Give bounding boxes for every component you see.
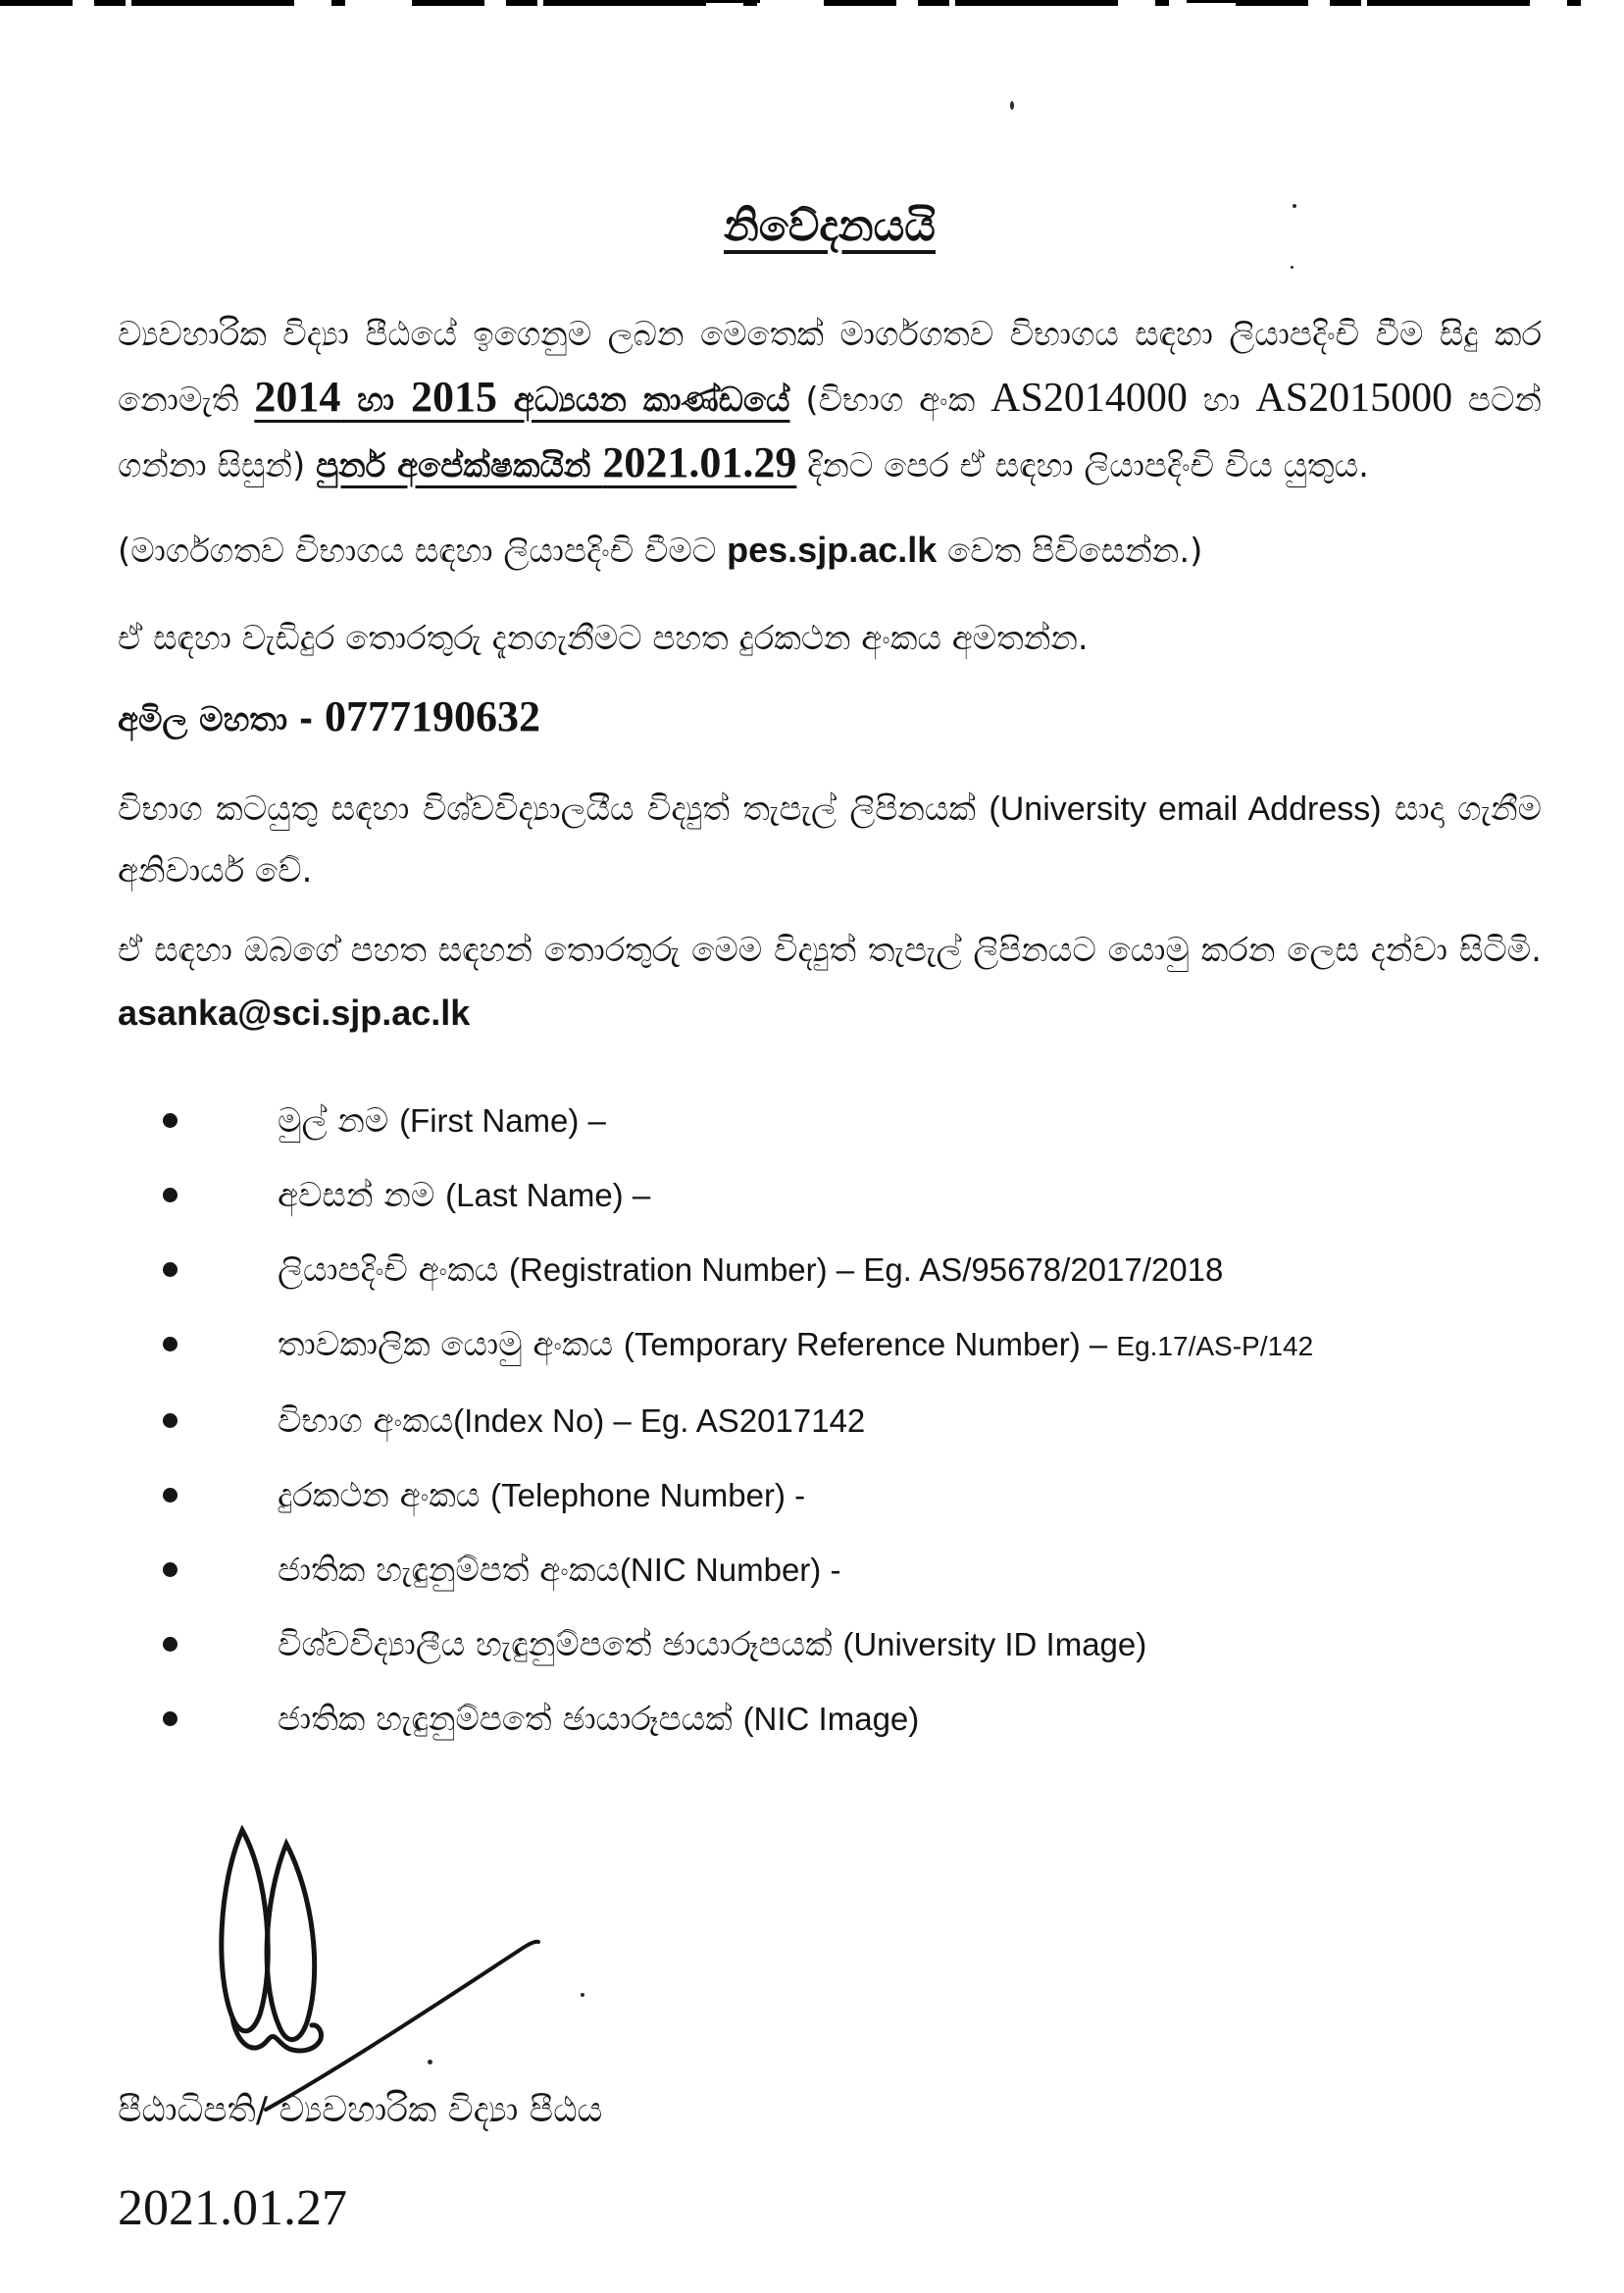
intro-text-4: දිනට පෙර ඒ සඳහා ලියාපදිංචි විය යුතුය.: [796, 446, 1369, 485]
email-req-text: විභාග කටයුතු සඳහා විශ්වවිද්‍යාලයීය විද්‍යුත් තැපැල් ලිපිනයක්: [118, 790, 990, 829]
list-item-nic-image: [118, 1695, 1542, 1744]
index-number-1: AS2014000: [990, 376, 1188, 421]
and-word: හා: [340, 381, 411, 420]
field-label-en: (Index No) – Eg. AS2017142: [453, 1402, 866, 1439]
paragraph-email-requirement: [118, 779, 1542, 902]
signature: [191, 1816, 564, 2130]
index-number-2: AS2015000: [1255, 376, 1453, 421]
paragraph-portal: [118, 519, 1542, 583]
field-label-si: ජාතික හැඳුනුම්පතේ ඡායාරූපයක්: [278, 1700, 743, 1739]
required-fields-list: [118, 1096, 1542, 1744]
batch-text: අධ්‍යයන කාණ්ඩයේ: [496, 381, 790, 420]
field-label-si: ජාතික හැඳුනුම්පත් අංකය: [278, 1551, 620, 1590]
portal-text-2: වෙත පිවිසෙන්න.): [937, 532, 1203, 571]
bullet-icon: [163, 1637, 178, 1652]
contact-note-text: ඒ සඳහා වැඩිදුර තොරතුරු දැනගැනීමට පහත දුරකථන අංකය අමතන්න.: [118, 619, 1089, 658]
repeat-candidates-underlined: [316, 438, 797, 486]
and-word-2: හා: [1187, 381, 1256, 420]
list-item-registration-number: [118, 1246, 1542, 1295]
intro-text: ව්‍යවහාරික විද්‍යා පීඨයේ ඉගෙනුම ලබන මෙතෙක් මාර්ගගතව විභාගය සඳහා ලියාපදිංචි වීම සිදු කර නොමැති: [118, 315, 1542, 420]
field-label-en: (Temporary Reference Number) –: [623, 1326, 1117, 1362]
bullet-icon: [163, 1337, 178, 1351]
year-2014: 2014: [254, 373, 341, 421]
bullet-icon: [163, 1711, 178, 1726]
send-details-text: ඒ සඳහා ඔබගේ පහත සඳහන් තොරතුරු මෙම විද්‍යුත් තැපැල් ලිපිනයට යොමු කරන ලෙස දන්වා සිටිමි.: [118, 931, 1542, 970]
list-item-temporary-reference: [118, 1320, 1542, 1371]
portal-url: pes.sjp.ac.lk: [727, 530, 938, 570]
field-label-si: තාවකාලික යොමු අංකය: [278, 1325, 624, 1364]
field-label-en: (University ID Image): [842, 1626, 1147, 1662]
page-title: නිවේදනයයි: [724, 201, 936, 251]
field-label-si: දුරකථන අංකය: [278, 1476, 491, 1515]
contact-email: asanka@sci.sjp.ac.lk: [118, 993, 471, 1033]
year-2015: 2015: [410, 373, 497, 421]
field-label-en: (Last Name) –: [445, 1177, 651, 1213]
email-req-english: (University email Address): [989, 790, 1382, 828]
field-label-en: (NIC Image): [742, 1701, 920, 1737]
deadline-date: 2021.01.29: [602, 438, 797, 486]
field-label-si: විශ්වවිද්‍යාලීය හැඳුනුම්පතේ ඡායාරූපයක්: [278, 1625, 843, 1664]
list-item-telephone-number: [118, 1471, 1542, 1520]
contact-phone: 0777190632: [324, 692, 540, 740]
field-label-en: (First Name) –: [399, 1102, 606, 1139]
list-item-university-id-image: [118, 1620, 1542, 1669]
portal-text: (මාර්ගගතව විභාගය සඳහා ලියාපදිංචි වීමට: [118, 532, 728, 571]
bullet-icon: [163, 1413, 178, 1428]
repeat-text: පුනර් අපේක්ෂකයින්: [316, 446, 603, 485]
signatory-role: පීඨාධිපති/ ව්‍යවහාරික විද්‍යා පීඨය: [118, 2090, 603, 2130]
field-label-si: අවසන් නම: [278, 1176, 446, 1215]
bullet-icon: [163, 1562, 178, 1577]
intro-text-2: (විභාග අංක: [789, 381, 991, 420]
email-req-text-2: සාදා ගැනීම අනිවාර්ය වේ.: [118, 790, 1542, 891]
field-example: Eg.17/AS-P/142: [1116, 1331, 1314, 1361]
paragraph-send-details: [118, 920, 1542, 1045]
bullet-icon: [163, 1188, 178, 1202]
list-item-index-number: [118, 1397, 1542, 1446]
bullet-icon: [163, 1488, 178, 1503]
field-label-si: ලියාපදිංචි අංකය: [278, 1250, 510, 1290]
list-item-last-name: [118, 1171, 1542, 1220]
intro-text-3: පටන් ගන්නා සිසුන්): [118, 381, 1542, 485]
field-label-en: (Registration Number) – Eg. AS/95678/2017/2018: [509, 1251, 1224, 1288]
contact-line: [118, 686, 1542, 751]
document-date: 2021.01.27: [118, 2180, 347, 2236]
field-label-en: (NIC Number) -: [619, 1552, 841, 1588]
list-item-first-name: [118, 1096, 1542, 1146]
intro-years-underlined: [254, 373, 790, 421]
bullet-icon: [163, 1262, 178, 1277]
paragraph-intro: [118, 304, 1542, 497]
field-label-en: (Telephone Number) -: [490, 1477, 806, 1513]
field-label-si: මුල් නම: [278, 1101, 400, 1141]
bullet-icon: [163, 1113, 178, 1128]
list-item-nic-number: [118, 1546, 1542, 1595]
field-label-si: විභාග අංකය: [278, 1401, 454, 1441]
contact-name: අමිල මහතා -: [118, 700, 325, 739]
paragraph-contact-note: [118, 608, 1542, 670]
